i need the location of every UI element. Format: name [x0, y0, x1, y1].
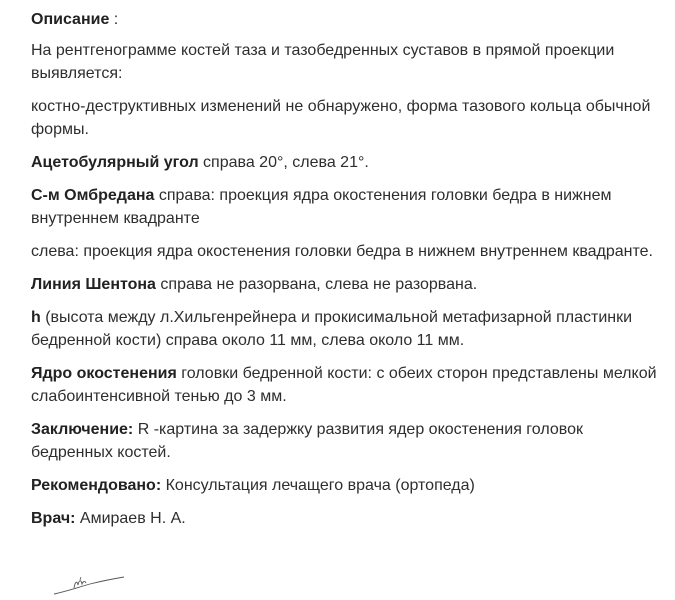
acetabular-angle-paragraph [31, 151, 667, 174]
conclusion-paragraph [31, 418, 667, 464]
conclusion-label: Заключение: [31, 421, 134, 438]
description-label: Описание [31, 11, 110, 28]
ombredanne-paragraph [31, 184, 667, 230]
doctor-paragraph [31, 507, 667, 530]
findings-paragraph: костно-деструктивных изменений не обнаружено, форма тазового кольца обычной формы. [31, 98, 651, 138]
ombredanne-text: справа: проекция ядра окостенения головки бедра в нижнем внутреннем квадранте [31, 187, 612, 227]
shenton-paragraph [31, 273, 667, 296]
ossification-text: головки бедренной кости: с обеих сторон представлены мелкой слабоинтенсивной тенью до 3 мм. [31, 365, 657, 405]
recommended-label: Рекомендовано: [31, 477, 162, 494]
ossification-paragraph [31, 362, 667, 408]
h-label: h [31, 309, 41, 326]
ombredanne-left-paragraph: слева: проекция ядра окостенения головки бедра в нижнем внутреннем квадранте. [31, 243, 653, 260]
description-heading [31, 8, 667, 31]
acetabular-text: справа 20°, слева 21°. [198, 154, 369, 171]
intro-paragraph: На рентгенограмме костей таза и тазобедренных суставов в прямой проекции выявляется: [31, 42, 615, 82]
doctor-name: Амираев Н. А. [75, 510, 186, 527]
description-suffix: : [109, 11, 119, 28]
conclusion-text: R -картина за задержку развития ядер окостенения головок бедренных костей. [31, 421, 583, 461]
ombredanne-label: С-м Омбредана [31, 187, 155, 204]
shenton-text: справа не разорвана, слева не разорвана. [155, 276, 478, 293]
report-document [31, 8, 667, 540]
recommended-text: Консультация лечащего врача (ортопеда) [161, 477, 475, 494]
h-text: (высота между л.Хильгенрейнера и прокисимальной метафизарной пластинки бедренной кости) справа около 11 мм, слева около 11 мм. [31, 309, 633, 349]
recommended-paragraph [31, 474, 667, 497]
ossification-label: Ядро окостенения [31, 365, 177, 382]
signature-image [50, 572, 130, 598]
h-measure-paragraph [31, 306, 667, 352]
shenton-label: Линия Шентона [31, 276, 156, 293]
acetabular-label: Ацетобулярный угол [31, 154, 199, 171]
doctor-label: Врач: [31, 510, 76, 527]
